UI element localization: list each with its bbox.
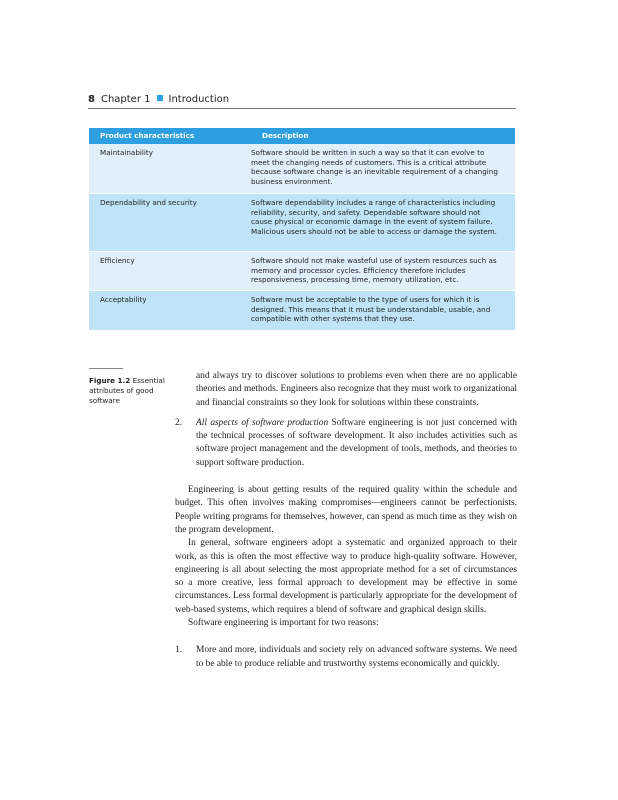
section-title: Introduction xyxy=(168,94,230,105)
table-row xyxy=(89,252,515,291)
table-row xyxy=(89,291,515,331)
table-row xyxy=(89,194,515,252)
figure-caption-text: Essential attributes of good software xyxy=(89,376,165,405)
paragraph: In general, software engineers adopt a systematic and organized approach to their work, as this is often the most effective way to produce high-quality software. However, engineering is all about selecting the most appropriate method for a set of circumstances so a more creative, less formal approach to development may be effective in some circumstances. Less formal development is particularly appropriate for the development of web-based systems, which requires a blend of software and graphical design skills. xyxy=(175,538,517,615)
attributes-table xyxy=(89,128,515,331)
list-item-body: Software engineering is not just concerned with the technical processes of software development. It also includes activities such as software project management and the development of tools, methods, and theories to support software production. xyxy=(196,417,517,468)
table-row xyxy=(89,144,515,194)
page-number: 8 xyxy=(88,94,95,105)
list-item-emphasis: All aspects of software production xyxy=(196,417,329,428)
table-cell-description: Software should not make wasteful use of system resources such as memory and processor cycles. Efficiency therefore includes responsiveness, processing time, memory utilization, etc. xyxy=(251,256,497,285)
body-text xyxy=(175,370,517,671)
list-number: 1. xyxy=(175,645,183,656)
table-cell-characteristic: Maintainability xyxy=(100,148,153,157)
list-item xyxy=(175,417,517,470)
table-cell-characteristic: Efficiency xyxy=(100,256,135,265)
table-cell-description: Software should be written in such a way so that it can evolve to meet the changing needs of customers. This is a critical attribute because software change is an inevitable requirement of a changing business environment. xyxy=(251,148,498,186)
table-header xyxy=(89,128,515,144)
figure-caption xyxy=(89,376,169,406)
list-item xyxy=(175,644,517,671)
figure-caption-rule xyxy=(89,368,123,369)
table-cell-description: Software must be acceptable to the type of users for which it is designed. This means that it must be understandable, usable, and compatible with other systems that they use. xyxy=(251,295,491,324)
table-header-characteristics: Product characteristics xyxy=(100,131,195,141)
paragraph: Software engineering is important for two reasons: xyxy=(188,618,379,629)
figure-label: Figure 1.2 xyxy=(89,376,131,385)
table-cell-description: Software dependability includes a range of characteristics including reliability, security, and safety. Dependable software should not cause physical or economic damage in the event of system failure. Malicious users should not be able to access or damage the system. xyxy=(251,198,497,236)
list-number: 2. xyxy=(175,417,183,428)
list-item-text: More and more, individuals and society rely on advanced software systems. We need to be able to produce reliable and trustworthy systems economically and quickly. xyxy=(196,645,517,669)
header-separator-square xyxy=(157,95,163,101)
paragraph: Engineering is about getting results of the required quality within the schedule and budget. This often involves making compromises—engineers cannot be perfectionists. People writing programs for themselves, however, can spend as much time as they wish on the program development. xyxy=(175,485,517,535)
running-header xyxy=(88,94,516,105)
list-item-continuation: and always try to discover solutions to problems even when there are no applicable theories and methods. Engineers also recognize that they must work to organizational and financial constraints so they look for solutions within these constraints. xyxy=(196,371,517,408)
table-cell-characteristic: Acceptability xyxy=(100,295,147,304)
table-cell-characteristic: Dependability and security xyxy=(100,198,197,207)
header-rule xyxy=(88,108,516,109)
list-item-text xyxy=(196,417,517,470)
table-header-description: Description xyxy=(262,131,309,141)
chapter-label: Chapter 1 xyxy=(100,94,151,105)
